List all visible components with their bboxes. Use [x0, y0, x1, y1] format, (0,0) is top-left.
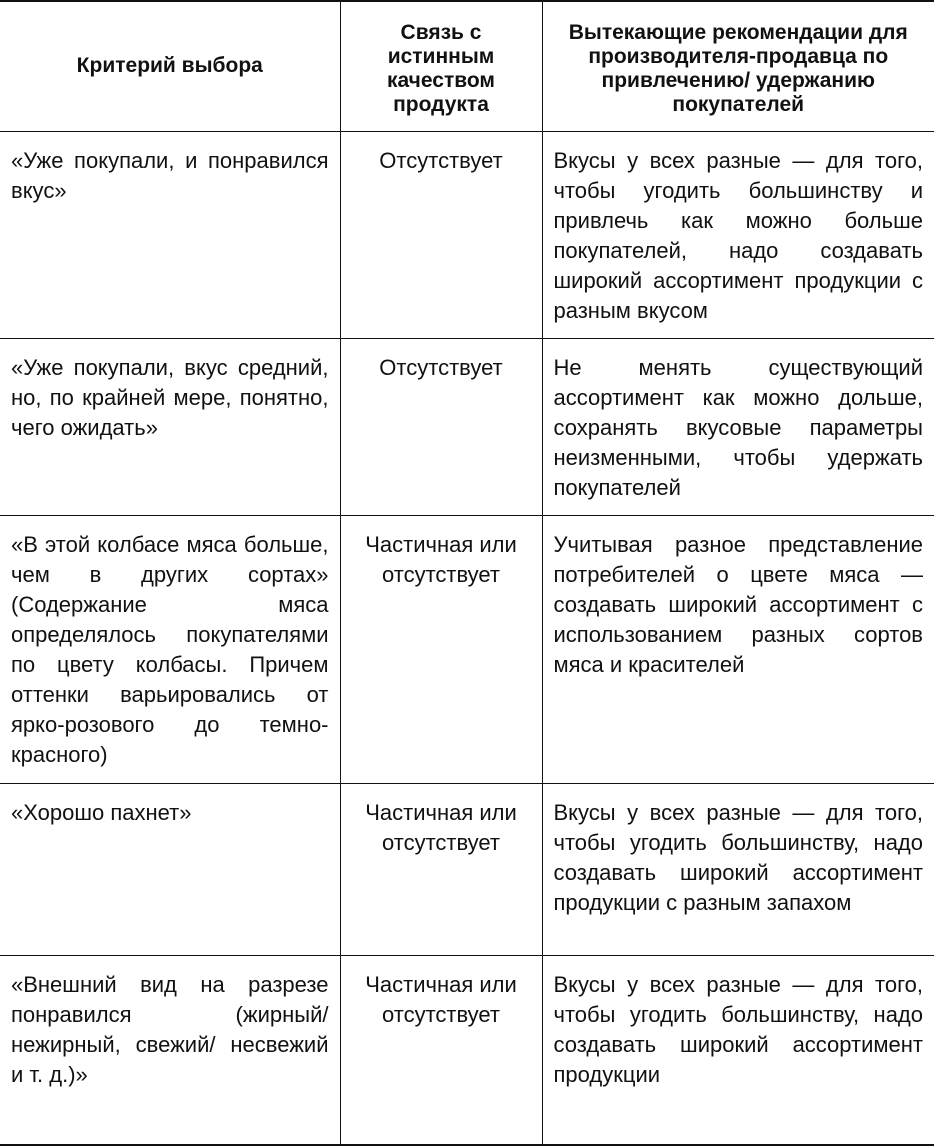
cell-criterion: «Внешний вид на разрезе понравился (жирный/ нежирный, свежий/ несвежий и т. д.)»	[0, 955, 340, 1145]
table-row	[0, 131, 934, 338]
cell-criterion: «В этой колбасе мяса больше, чем в других сортах» (Содержание мяса определялось покупателями по цвету колбасы. Причем оттенки варьировались от ярко-розового до темно-красного)	[0, 515, 340, 783]
cell-criterion: «Хорошо пахнет»	[0, 783, 340, 955]
cell-link: Отсутствует	[340, 131, 542, 338]
cell-recommendation: Не менять существующий ассортимент как можно дольше, сохранять вкусовые параметры неизменными, чтобы удержать покупателей	[542, 338, 934, 515]
cell-link: Частичная или отсутствует	[340, 783, 542, 955]
header-criterion: Критерий выбора	[0, 1, 340, 131]
table-header-row	[0, 1, 934, 131]
cell-link: Отсутствует	[340, 338, 542, 515]
cell-recommendation: Вкусы у всех разные — для того, чтобы угодить большинству, надо создавать широкий ассортимент продукции с разным запахом	[542, 783, 934, 955]
cell-recommendation: Учитывая разное представление потребителей о цвете мяса — создавать широкий ассортимент с использованием разных сортов мяса и красителей	[542, 515, 934, 783]
header-link: Связь с истинным качеством продукта	[340, 1, 542, 131]
cell-recommendation: Вкусы у всех разные — для того, чтобы угодить большинству, надо создавать широкий ассортимент продукции	[542, 955, 934, 1145]
table-row	[0, 338, 934, 515]
cell-criterion: «Уже покупали, вкус средний, но, по крайней мере, понятно, чего ожидать»	[0, 338, 340, 515]
cell-link: Частичная или отсутствует	[340, 515, 542, 783]
table-row	[0, 955, 934, 1145]
cell-criterion: «Уже покупали, и понравился вкус»	[0, 131, 340, 338]
header-recommendations: Вытекающие рекомендации для производителя-продавца по привлечению/ удержанию покупателей	[542, 1, 934, 131]
cell-link: Частичная или отсутствует	[340, 955, 542, 1145]
table-row	[0, 515, 934, 783]
table-row	[0, 783, 934, 955]
cell-recommendation: Вкусы у всех разные — для того, чтобы угодить большинству и привлечь как можно больше покупателей, надо создавать широкий ассортимент продукции с разным вкусом	[542, 131, 934, 338]
